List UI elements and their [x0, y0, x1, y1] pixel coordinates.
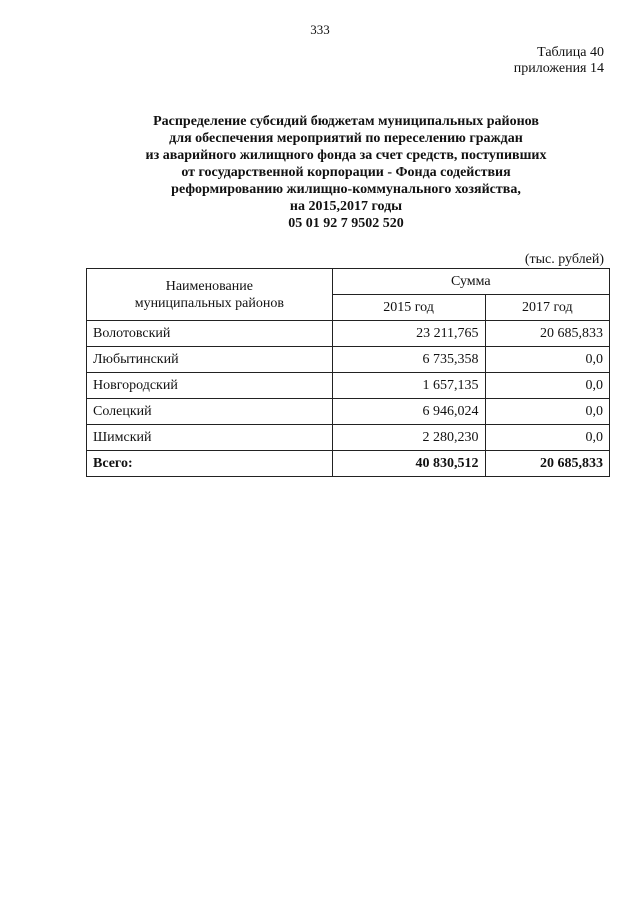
value-2017: 0,0: [485, 425, 609, 451]
value-2015: 6 735,358: [332, 347, 485, 373]
district-name: Волотовский: [87, 321, 333, 347]
header-name-line1: Наименование: [165, 278, 253, 294]
value-2015: 1 657,135: [332, 373, 485, 399]
value-2015: 6 946,024: [332, 399, 485, 425]
title-line: на 2015,2017 годы: [289, 199, 403, 214]
subsidy-table: [86, 268, 610, 477]
table-row: [87, 373, 610, 399]
title-line: от государственной корпорации - Фонда содействия: [181, 165, 511, 180]
value-2015: 2 280,230: [332, 425, 485, 451]
title-line: для обеспечения мероприятий по переселению граждан: [169, 131, 523, 146]
header-2015: 2015 год: [332, 295, 485, 321]
table-header-row: [87, 269, 610, 295]
title-line: 05 01 92 7 9502 520: [288, 216, 404, 231]
district-name: Шимский: [87, 425, 333, 451]
table-reference-line1: Таблица 40: [537, 45, 604, 60]
value-2017: 0,0: [485, 373, 609, 399]
header-2017: 2017 год: [485, 295, 609, 321]
table-row: [87, 321, 610, 347]
district-name: Новгородский: [87, 373, 333, 399]
total-label: Всего:: [87, 451, 333, 477]
total-2017: 20 685,833: [485, 451, 609, 477]
table-reference: [514, 45, 604, 77]
table-row: [87, 425, 610, 451]
header-district-name: [87, 269, 333, 321]
value-2017: 20 685,833: [485, 321, 609, 347]
district-name: Солецкий: [87, 399, 333, 425]
district-name: Любытинский: [87, 347, 333, 373]
title-line: Распределение субсидий бюджетам муниципальных районов: [153, 114, 539, 129]
value-2017: 0,0: [485, 399, 609, 425]
table-reference-line2: приложения 14: [513, 61, 604, 76]
document-title: [40, 113, 640, 232]
header-name-line2: муниципальных районов: [134, 295, 284, 311]
table-row: [87, 399, 610, 425]
table-total-row: [87, 451, 610, 477]
value-2015: 23 211,765: [332, 321, 485, 347]
title-line: из аварийного жилищного фонда за счет средств, поступивших: [145, 148, 547, 163]
units-label: (тыс. рублей): [524, 252, 604, 267]
header-sum: Сумма: [332, 269, 609, 295]
title-line: реформированию жилищно-коммунального хозяйства,: [171, 182, 521, 197]
total-2015: 40 830,512: [332, 451, 485, 477]
value-2017: 0,0: [485, 347, 609, 373]
page-number: 333: [310, 22, 330, 37]
table-row: [87, 347, 610, 373]
